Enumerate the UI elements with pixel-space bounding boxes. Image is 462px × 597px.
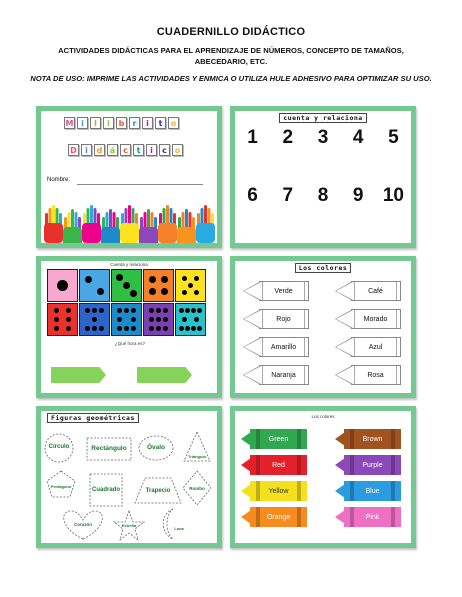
die-dot — [85, 326, 90, 331]
die-dot — [194, 317, 199, 322]
crayon-pink — [335, 507, 401, 527]
die-dot — [185, 308, 190, 313]
crayon-label: Pink — [344, 507, 401, 527]
die-dot — [149, 276, 156, 283]
shape-label-tri: Triángulo — [188, 454, 206, 459]
die-dot — [57, 280, 68, 291]
letter-tile: i — [103, 117, 114, 129]
letter-tile: t — [133, 144, 144, 156]
die-dot — [92, 317, 97, 322]
crayon-blue — [335, 481, 401, 501]
clock-question: ¿Qué hora es? — [115, 341, 146, 346]
letter-tile: D — [68, 144, 79, 156]
die-dot — [182, 290, 187, 295]
die-dot — [117, 308, 122, 313]
card-colors-words — [230, 256, 416, 398]
number-6: 6 — [247, 185, 258, 206]
die-dot — [124, 308, 129, 313]
die-dot — [149, 308, 154, 313]
crayon-word: Morado — [351, 309, 401, 329]
letter-tile: l — [90, 117, 101, 129]
die-dot — [182, 276, 187, 281]
crayon-label: Yellow — [250, 481, 307, 501]
crayon-label: Brown — [344, 429, 401, 449]
number-9: 9 — [352, 185, 364, 206]
die-face — [175, 303, 206, 336]
die-face — [111, 269, 142, 302]
crayon-red — [241, 455, 307, 475]
number-5: 5 — [388, 127, 399, 148]
die-dot — [54, 317, 59, 322]
crayon-label: Blue — [344, 481, 401, 501]
crayon-outline — [243, 365, 309, 385]
letter-tile: i — [142, 117, 153, 129]
crayon-word: Azul — [351, 337, 401, 357]
die-dot — [163, 308, 168, 313]
letter-tile: i — [77, 117, 88, 129]
letter-tile: o — [168, 117, 179, 129]
die-dot — [123, 282, 130, 289]
die-dot — [156, 326, 161, 331]
die-dot — [149, 288, 156, 295]
die-dot — [54, 308, 59, 313]
die-dot — [163, 326, 168, 331]
document-title: CUADERNILLO DIDÁCTICO — [156, 26, 306, 38]
number-10: 10 — [382, 185, 404, 206]
crayon-word: Rojo — [259, 309, 309, 329]
die-face — [47, 303, 78, 336]
die-dot — [149, 326, 154, 331]
die-dot — [97, 288, 104, 295]
die-dot — [130, 290, 137, 297]
shape-label-circle: Círculo — [48, 444, 70, 450]
name-label: Nombre: — [47, 177, 71, 183]
crayon-outline — [243, 309, 309, 329]
number-1: 1 — [247, 127, 258, 148]
shape-label-trap: Trapecio — [145, 488, 171, 494]
document-subtitle: ACTIVIDADES DIDÁCTICAS PARA EL APRENDIZAJE DE NÚMEROS, CONCEPTO DE TAMAÑOS, ABECEDARIO, ETC. — [58, 46, 404, 66]
crayon-label: Red — [250, 455, 307, 475]
letter-tile: á — [107, 144, 118, 156]
shape-label-moon: Luna — [174, 526, 184, 531]
arrow-right — [137, 367, 192, 383]
crayon-outline — [335, 337, 401, 357]
crayon-label: Purple — [344, 455, 401, 475]
die-dot — [194, 276, 199, 281]
die-dot — [117, 317, 122, 322]
die-dot — [85, 308, 90, 313]
card-cover — [36, 106, 222, 248]
number-8: 8 — [317, 185, 329, 206]
crayon-brown — [335, 429, 401, 449]
moon-shape — [163, 509, 173, 539]
die-dot — [131, 317, 136, 322]
die-dot — [92, 326, 97, 331]
die-dot — [66, 326, 71, 331]
number-7: 7 — [282, 185, 294, 206]
numbers-title: cuenta y relaciona — [279, 113, 366, 123]
die-dot — [66, 317, 71, 322]
crayon-word: Amarillo — [259, 337, 309, 357]
die-dot — [149, 317, 154, 322]
die-face — [79, 269, 110, 302]
number-4: 4 — [352, 127, 364, 148]
card-dice — [36, 256, 222, 398]
name-line — [77, 184, 203, 185]
shape-label-heart: Corazón — [74, 522, 92, 527]
letter-tile: d — [94, 144, 105, 156]
die-face — [143, 303, 174, 336]
die-dot — [131, 308, 136, 313]
letter-tile: b — [116, 117, 127, 129]
shape-label-square: Cuadrado — [91, 487, 120, 493]
die-dot — [116, 274, 123, 281]
painted-hands-illustration — [41, 191, 217, 243]
die-dot — [194, 290, 199, 295]
die-face — [175, 269, 206, 302]
die-face — [47, 269, 78, 302]
crayon-word: Rosa — [351, 365, 401, 385]
die-dot — [156, 308, 161, 313]
colores-title: Los colores — [295, 263, 352, 273]
crayon-label: Green — [250, 429, 307, 449]
die-dot — [117, 326, 122, 331]
letter-tile: i — [81, 144, 92, 156]
usage-note: NOTA DE USO: IMPRIME LAS ACTIVIDADES Y ENMICA O UTILIZA HULE ADHESIVO PARA OPTIMIZAR SU USO. — [30, 74, 432, 83]
die-dot — [197, 308, 202, 313]
die-dot — [197, 326, 202, 331]
number-2: 2 — [282, 127, 294, 148]
die-dot — [85, 276, 92, 283]
crayon-outline — [243, 281, 309, 301]
die-face — [143, 269, 174, 302]
number-3: 3 — [317, 127, 329, 148]
crayon-yellow — [241, 481, 307, 501]
die-face — [79, 303, 110, 336]
crayon-outline — [335, 281, 401, 301]
crayon-outline — [243, 337, 309, 357]
die-dot — [191, 326, 196, 331]
crayon-purple — [335, 455, 401, 475]
die-dot — [188, 283, 193, 288]
die-dot — [124, 326, 129, 331]
letter-tile: c — [120, 144, 131, 156]
die-dot — [179, 308, 184, 313]
shape-label-rhombus: Rombo — [189, 486, 205, 491]
crayon-word: Verde — [259, 281, 309, 301]
cover-title-word2 — [68, 144, 183, 156]
shapes-title: Figuras geométricas — [47, 413, 139, 423]
crayon-green — [241, 429, 307, 449]
letter-tile: i — [146, 144, 157, 156]
crayon-label: Orange — [250, 507, 307, 527]
crayon-outline — [335, 365, 401, 385]
die-dot — [163, 317, 168, 322]
die-dot — [66, 308, 71, 313]
card-numbers — [230, 106, 416, 248]
shape-label-pent: Pentágono — [50, 484, 72, 489]
crayon-orange — [241, 507, 307, 527]
die-dot — [92, 308, 97, 313]
crayons-title: Los colores — [311, 414, 335, 419]
die-face — [111, 303, 142, 336]
letter-tile: o — [172, 144, 183, 156]
arrow-left — [51, 367, 106, 383]
letter-tile: c — [159, 144, 170, 156]
dice-title: Cuenta y relaciona — [110, 262, 148, 267]
letter-tile: r — [129, 117, 140, 129]
card-shapes — [36, 406, 222, 548]
die-dot — [99, 308, 104, 313]
letter-tile: t — [155, 117, 166, 129]
die-dot — [161, 276, 168, 283]
die-dot — [99, 326, 104, 331]
die-dot — [156, 317, 161, 322]
dice-grid — [47, 269, 206, 336]
die-dot — [182, 317, 187, 322]
crayon-word: Naranja — [259, 365, 309, 385]
card-colors-english — [230, 406, 416, 548]
die-dot — [161, 288, 168, 295]
crayon-outline — [335, 309, 401, 329]
crayon-word: Café — [351, 281, 401, 301]
die-dot — [185, 326, 190, 331]
numbers-grid — [235, 127, 411, 207]
die-dot — [179, 326, 184, 331]
shape-label-oval: Óvalo — [146, 444, 166, 451]
shape-label-rect: Rectángulo — [91, 445, 127, 452]
cover-title-word1 — [64, 117, 179, 129]
die-dot — [54, 326, 59, 331]
shape-label-star: Estrella — [121, 523, 137, 528]
die-dot — [191, 308, 196, 313]
letter-tile: M — [65, 118, 74, 128]
die-dot — [131, 326, 136, 331]
